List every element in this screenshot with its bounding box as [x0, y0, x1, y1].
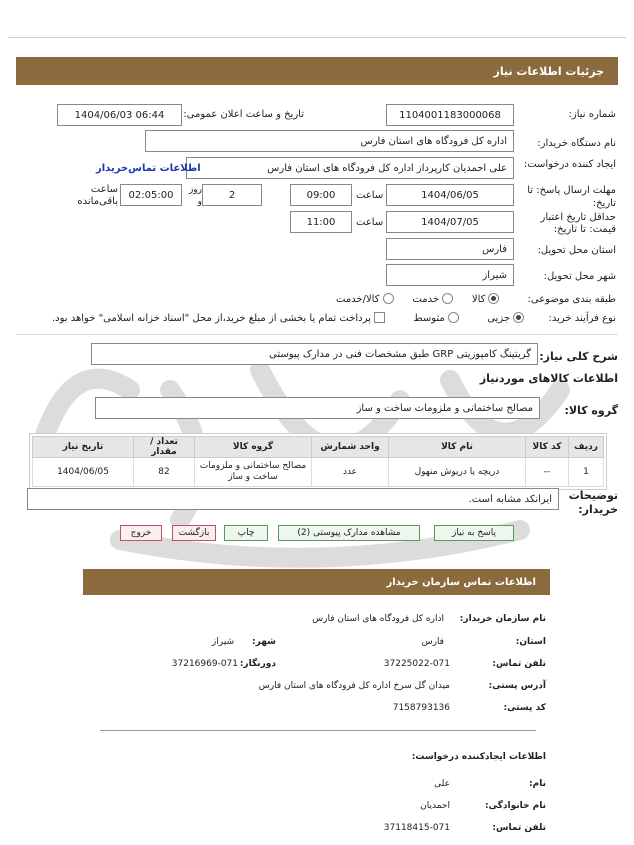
remaining-label: ساعت باقی‌مانده — [77, 184, 118, 207]
goods-table — [32, 436, 604, 487]
validity-date-field: 1404/07/05 — [386, 211, 514, 233]
print-button[interactable]: چاپ — [224, 525, 268, 541]
back-button[interactable]: بازگشت — [172, 525, 216, 541]
radio-icon — [442, 293, 453, 304]
city-label: شهر محل تحویل: — [543, 271, 616, 282]
radio-icon — [448, 312, 459, 323]
contact-phone-value: 37225022-071 — [383, 659, 450, 669]
page-header — [16, 57, 618, 85]
buyer-notes-label: توضیحات خریدار: — [568, 489, 618, 516]
table-row[interactable] — [33, 458, 604, 487]
exit-button[interactable]: خروج — [120, 525, 162, 541]
contact-phone-label: تلفن تماس: — [492, 659, 546, 669]
creator-field: علی احمدیان کارپرداز اداره کل فرودگاه های استان فارس — [186, 157, 514, 179]
province-label: استان محل تحویل: — [537, 245, 616, 256]
remaining-time-field: 02:05:00 — [120, 184, 182, 206]
category-option-service[interactable]: خدمت — [412, 294, 456, 305]
radio-icon — [513, 312, 524, 323]
validity-time-label: ساعت — [356, 217, 384, 228]
announce-field: 1404/06/03 06:44 — [57, 104, 182, 126]
attachments-button[interactable]: مشاهده مدارک پیوستی (2) — [278, 525, 420, 541]
buyer-org-field: اداره کل فرودگاه های استان فارس — [145, 130, 514, 152]
page-title: جزئیات اطلاعات نیاز — [493, 64, 604, 78]
creator-info-title: اطلاعات ایجادکننده درخواست: — [411, 752, 546, 762]
radio-icon — [488, 293, 499, 304]
reply-deadline-label: مهلت ارسال پاسخ: تا تاریخ: — [527, 185, 616, 209]
reply-time-label: ساعت — [356, 190, 384, 201]
section-divider — [16, 334, 618, 335]
purchase-radio-group — [52, 312, 527, 324]
top-divider — [8, 37, 626, 38]
contact-org-value: اداره کل فرودگاه های استان فارس — [312, 614, 444, 624]
contact-postal-value: 7158793136 — [392, 703, 450, 713]
col-header: تاریخ نیاز — [33, 437, 134, 458]
contact-address-label: آدرس پستی: — [488, 681, 546, 691]
checkbox-icon — [374, 312, 385, 323]
creator-phone-label: تلفن تماس: — [492, 823, 546, 833]
category-option-goods[interactable]: کالا — [472, 294, 503, 305]
contact-postal-label: کد پستی: — [503, 703, 546, 713]
reply-button[interactable]: پاسخ به نیاز — [434, 525, 514, 541]
goods-info-title: اطلاعات کالاهای موردنیاز — [479, 372, 618, 385]
purchase-option-medium[interactable]: متوسط — [413, 313, 461, 324]
col-header: واحد شمارش — [312, 437, 389, 458]
contact-province-label: استان: — [515, 637, 546, 647]
reply-time-field: 09:00 — [290, 184, 352, 206]
creator-label: ایجاد کننده درخواست: — [523, 159, 616, 170]
days-label: روز و — [188, 185, 202, 207]
col-header: تعداد / مقدار — [134, 437, 195, 458]
need-number-field: 1104001183000068 — [386, 104, 514, 126]
summary-label: شرح کلی نیاز: — [539, 350, 618, 363]
col-header: ردیف — [569, 437, 604, 458]
cell-need-date: 1404/06/05 — [33, 458, 134, 487]
need-number-label: شماره نیاز: — [568, 109, 616, 120]
province-field: فارس — [386, 238, 514, 260]
cell-group: مصالح ساختمانی و ملزومات ساخت و ساز — [195, 458, 312, 487]
validity-label: حداقل تاریخ اعتبار قیمت: تا تاریخ: — [540, 212, 616, 235]
category-option-both[interactable]: کالا/خدمت — [336, 294, 397, 305]
contact-header — [83, 569, 550, 595]
creator-name-value: علی — [434, 779, 450, 789]
group-field: مصالح ساختمانی و ملزومات ساخت و ساز — [95, 397, 540, 419]
cell-unit: عدد — [312, 458, 389, 487]
creator-family-value: احمدیان — [420, 801, 450, 811]
contact-org-label: نام سازمان خریدار: — [459, 614, 546, 624]
contact-info-link[interactable]: اطلاعات تماس‌خریدار — [96, 163, 201, 174]
contact-fax-label: دورنگار: — [239, 659, 276, 669]
days-field: 2 — [202, 184, 262, 206]
creator-name-label: نام: — [529, 779, 546, 789]
buyer-notes-field: ایرانکد مشابه است. — [27, 488, 559, 510]
table-header-row — [33, 437, 604, 458]
purchase-type-label: نوع فرآیند خرید: — [548, 313, 616, 324]
creator-phone-value: 37118415-071 — [383, 823, 450, 833]
cell-item-name: دریچه یا دریوش منهول — [389, 458, 526, 487]
contact-province-value: فارس — [421, 637, 444, 647]
category-label: طبقه بندی موضوعی: — [527, 294, 616, 305]
summary-field: گریتینگ کامپوزیتی GRP طبق مشخصات فنی در مدارک پیوستی — [91, 343, 538, 365]
contact-fax-value: 37216969-071 — [171, 659, 238, 669]
announce-label: تاریخ و ساعت اعلان عمومی: — [183, 109, 304, 120]
contact-divider — [100, 730, 536, 731]
col-header: نام کالا — [389, 437, 526, 458]
cell-item-code: -- — [526, 458, 569, 487]
contact-city-label: شهر: — [252, 637, 276, 647]
radio-icon — [383, 293, 394, 304]
col-header: کد کالا — [526, 437, 569, 458]
reply-date-field: 1404/06/05 — [386, 184, 514, 206]
goods-table-wrap — [29, 433, 607, 490]
contact-city-value: شیراز — [211, 637, 234, 647]
cell-quantity: 82 — [134, 458, 195, 487]
contact-address-value: میدان گل سرخ اداره کل فرودگاه های استان فارس — [258, 681, 450, 691]
col-header: گروه کالا — [195, 437, 312, 458]
validity-time-field: 11:00 — [290, 211, 352, 233]
buyer-org-label: نام دستگاه خریدار: — [537, 138, 616, 149]
group-label: گروه کالا: — [564, 404, 618, 417]
cell-row-number: 1 — [569, 458, 604, 487]
contact-title: اطلاعات تماس سازمان خریدار — [386, 576, 536, 588]
city-field: شیراز — [386, 264, 514, 286]
category-radio-group — [336, 293, 502, 305]
treasury-payment-checkbox[interactable]: پرداخت تمام یا بخشی از مبلغ خرید،از محل "اسناد خزانه اسلامی" خواهد بود. — [52, 313, 388, 324]
purchase-option-minor[interactable]: جزیی — [487, 313, 527, 324]
creator-family-label: نام خانوادگی: — [484, 801, 546, 811]
